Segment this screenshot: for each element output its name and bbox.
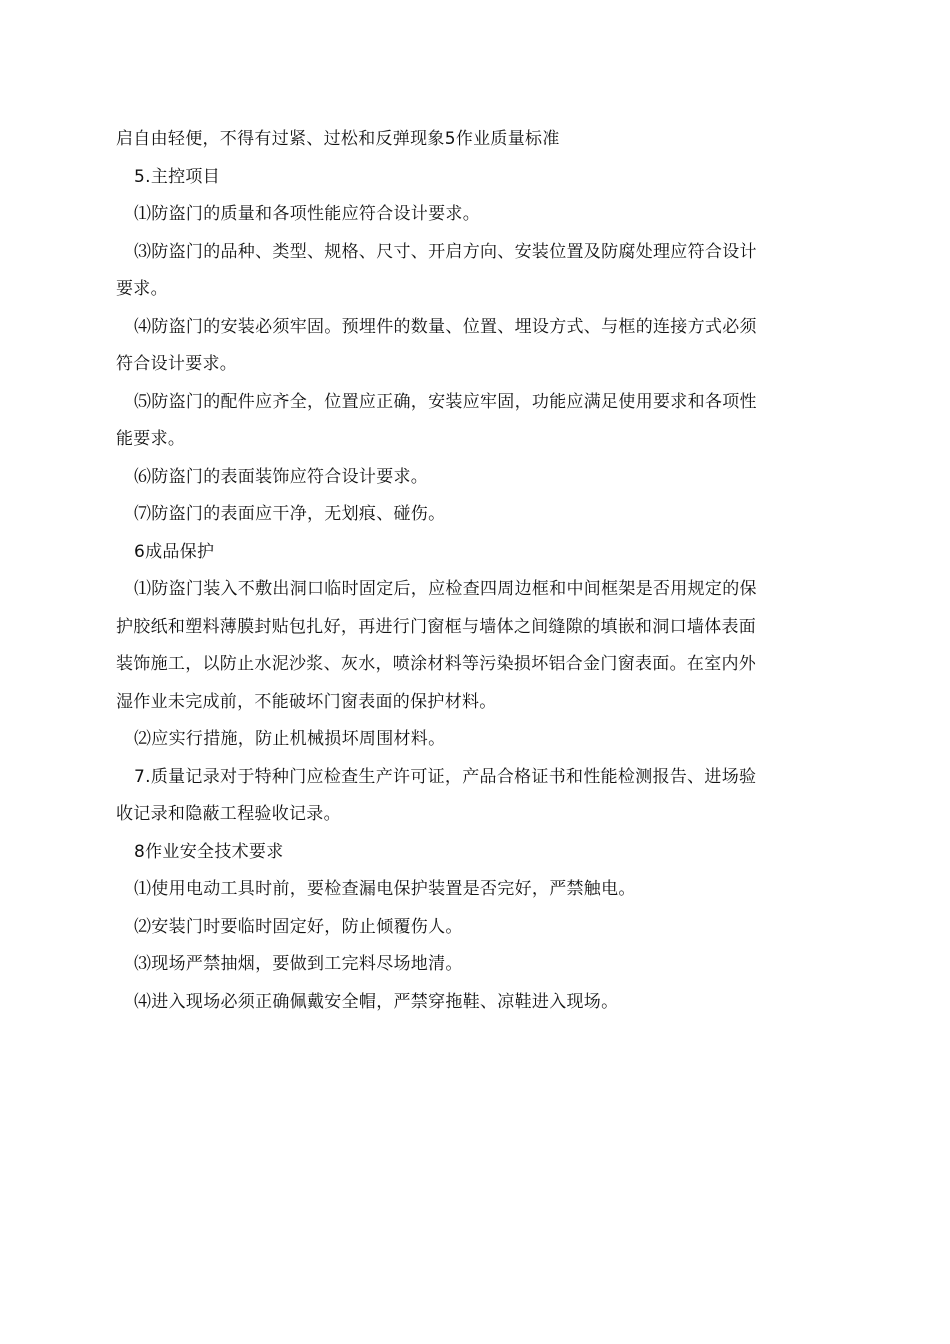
document-body bbox=[116, 121, 836, 1021]
list-item-continuation: 装饰施工，以防止水泥沙浆、灰水，喷涂材料等污染损坏铝合金门窗表面。在室内外 bbox=[116, 654, 757, 674]
list-item: ⑷进入现场必须正确佩戴安全帽，严禁穿拖鞋、凉鞋进入现场。 bbox=[134, 991, 619, 1012]
list-item: ⑶现场严禁抽烟，要做到工完料尽场地清。 bbox=[134, 954, 463, 974]
body-text-line: 启自由轻便，不得有过紧、过松和反弹现象5作业质量标准 bbox=[116, 129, 560, 149]
list-item: ⑵应实行措施，防止机械损坏周围材料。 bbox=[134, 729, 446, 749]
list-item: ⑴使用电动工具时前，要检查漏电保护装置是否完好，严禁触电。 bbox=[134, 879, 636, 899]
list-item-continuation: 湿作业未完成前，不能破坏门窗表面的保护材料。 bbox=[116, 691, 497, 712]
section-heading: 6成品保护 bbox=[134, 541, 215, 562]
list-item-continuation: 护胶纸和塑料薄膜封贴包扎好，再进行门窗框与墙体之间缝隙的填嵌和洞口墙体表面 bbox=[116, 616, 757, 637]
list-item-continuation: 能要求。 bbox=[116, 429, 186, 449]
list-item-continuation: 符合设计要求。 bbox=[116, 354, 238, 374]
list-item: ⑹防盗门的表面装饰应符合设计要求。 bbox=[134, 466, 429, 487]
list-item: ⑶防盗门的品种、类型、规格、尺寸、开启方向、安装位置及防腐处理应符合设计 bbox=[134, 241, 757, 262]
section-heading: 8作业安全技术要求 bbox=[134, 841, 284, 862]
list-item: ⑷防盗门的安装必须牢固。预埋件的数量、位置、埋设方式、与框的连接方式必须 bbox=[134, 316, 757, 337]
list-item: ⑴防盗门装入不敷出洞口临时固定后，应检查四周边框和中间框架是否用规定的保 bbox=[134, 579, 757, 599]
list-item: ⑵安装门时要临时固定好，防止倾覆伤人。 bbox=[134, 916, 463, 937]
section-heading: 7.质量记录对于特种门应检查生产许可证，产品合格证书和性能检测报告、进场验 bbox=[134, 766, 757, 787]
list-item-continuation: 要求。 bbox=[116, 279, 168, 299]
list-item-continuation: 收记录和隐蔽工程验收记录。 bbox=[116, 804, 341, 824]
list-item: ⑺防盗门的表面应干净，无划痕、碰伤。 bbox=[134, 504, 446, 524]
list-item: ⑴防盗门的质量和各项性能应符合设计要求。 bbox=[134, 204, 480, 224]
section-heading: 5.主控项目 bbox=[134, 166, 221, 187]
list-item: ⑸防盗门的配件应齐全，位置应正确，安装应牢固，功能应满足使用要求和各项性 bbox=[134, 391, 757, 412]
